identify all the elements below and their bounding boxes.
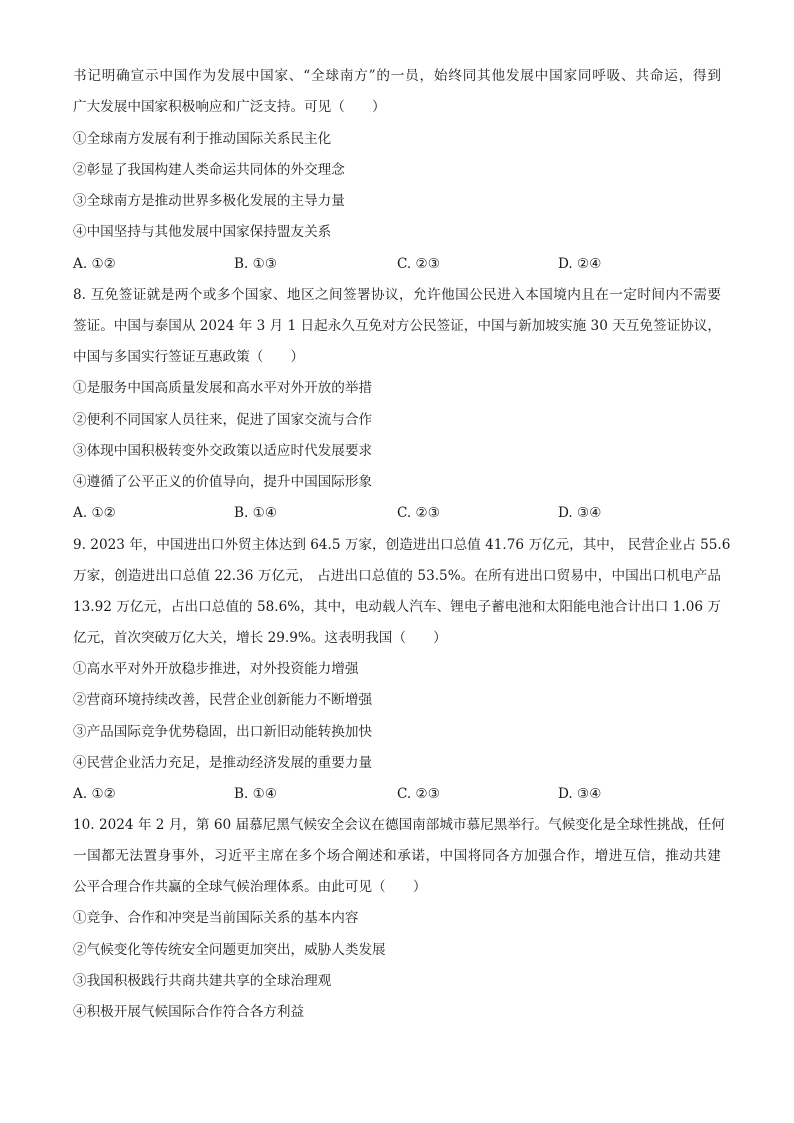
q8-statement-3: ③体现中国积极转变外交政策以适应时代发展要求 [73,443,373,459]
q7-option-d[interactable]: D. ②④ [558,256,602,272]
q7-statement-4: ④中国坚持与其他发展中国家保持盟友关系 [73,224,332,240]
q10-stem-line-2: 一国都无法置身事外，习近平主席在多个场合阐述和承诺，中国将同各方加强合作，增进互信，推动共建 [73,848,721,864]
q8-statement-2: ②便利不同国家人员往来，促进了国家交流与合作 [73,412,373,428]
q7-option-b[interactable]: B. ①③ [234,256,278,272]
q8-option-c[interactable]: C. ②③ [397,505,440,521]
q9-stem-line-1: 9. 2023 年，中国进出口外贸主体达到 64.5 万家，创造进出口总值 41.76 万亿元，其中， 民营企业占 55.6 [73,537,731,553]
q10-statement-1: ①竞争、合作和冲突是当前国际关系的基本内容 [73,910,359,926]
q10-stem-line-1: 10. 2024 年 2 月，第 60 届慕尼黑气候安全会议在德国南部城市慕尼黑举行。气候变化是全球性挑战，任何 [73,817,725,833]
q10-stem-line-3: 公平合理合作共赢的全球气候治理体系。由此可见（ ） [73,879,427,895]
q8-stem-line-3: 中国与多国实行签证互惠政策（ ） [73,349,305,365]
q9-option-d[interactable]: D. ③④ [558,786,602,802]
q9-option-b[interactable]: B. ①④ [234,786,278,802]
q7-statement-2: ②彰显了我国构建人类命运共同体的外交理念 [73,162,345,178]
q9-options [73,784,721,804]
q8-statement-1: ①是服务中国高质量发展和高水平对外开放的举措 [73,380,373,396]
q10-statement-4: ④积极开展气候国际合作符合各方利益 [73,1004,305,1020]
q7-statement-3: ③全球南方是推动世界多极化发展的主导力量 [73,193,345,209]
q7-option-c[interactable]: C. ②③ [397,256,440,272]
q9-stem-line-2: 万家，创造进出口总值 22.36 万亿元， 占进出口总值的 53.5%。在所有进出口贸易中，中国出口机电产品 [73,568,721,584]
q9-option-a[interactable]: A. ①② [73,786,116,802]
q8-option-a[interactable]: A. ①② [73,505,116,521]
q10-statement-3: ③我国积极践行共商共建共享的全球治理观 [73,973,332,989]
q9-statement-4: ④民营企业活力充足，是推动经济发展的重要力量 [73,755,373,771]
q8-options [73,503,721,523]
q8-statement-4: ④遵循了公平正义的价值导向，提升中国国际形象 [73,474,373,490]
q9-statement-2: ②营商环境持续改善，民营企业创新能力不断增强 [73,692,373,708]
q7-option-a[interactable]: A. ①② [73,256,116,272]
q8-option-b[interactable]: B. ①④ [234,505,278,521]
q7-stem-line-1: 书记明确宣示中国作为发展中国家、“全球南方”的一员，始终同其他发展中国家同呼吸、共命运，得到 [73,68,721,84]
q9-stem-line-4: 亿元，首次突破万亿大关，增长 29.9%。这表明我国（ ） [73,630,447,646]
q10-statement-2: ②气候变化等传统安全问题更加突出，威胁人类发展 [73,942,386,958]
q7-stem-line-2: 广大发展中国家积极响应和广泛支持。可见（ ） [73,99,386,115]
q8-option-d[interactable]: D. ③④ [558,505,602,521]
q9-statement-1: ①高水平对外开放稳步推进，对外投资能力增强 [73,661,359,677]
q9-stem-line-3: 13.92 万亿元，占出口总值的 58.6%，其中，电动载人汽车、锂电子蓄电池和太阳能电池合计出口 1.06 万 [73,599,721,615]
q9-option-c[interactable]: C. ②③ [397,786,440,802]
q8-stem-line-1: 8. 互免签证就是两个或多个国家、地区之间签署协议，允许他国公民进入本国境内且在一定时间内不需要 [73,287,721,303]
q7-statement-1: ①全球南方发展有利于推动国际关系民主化 [73,131,332,147]
q8-stem-line-2: 签证。中国与泰国从 2024 年 3 月 1 日起永久互免对方公民签证，中国与新加坡实施 30 天互免签证协议， [73,318,721,334]
q7-options [73,254,721,274]
q9-statement-3: ③产品国际竞争优势稳固，出口新旧动能转换加快 [73,724,373,740]
